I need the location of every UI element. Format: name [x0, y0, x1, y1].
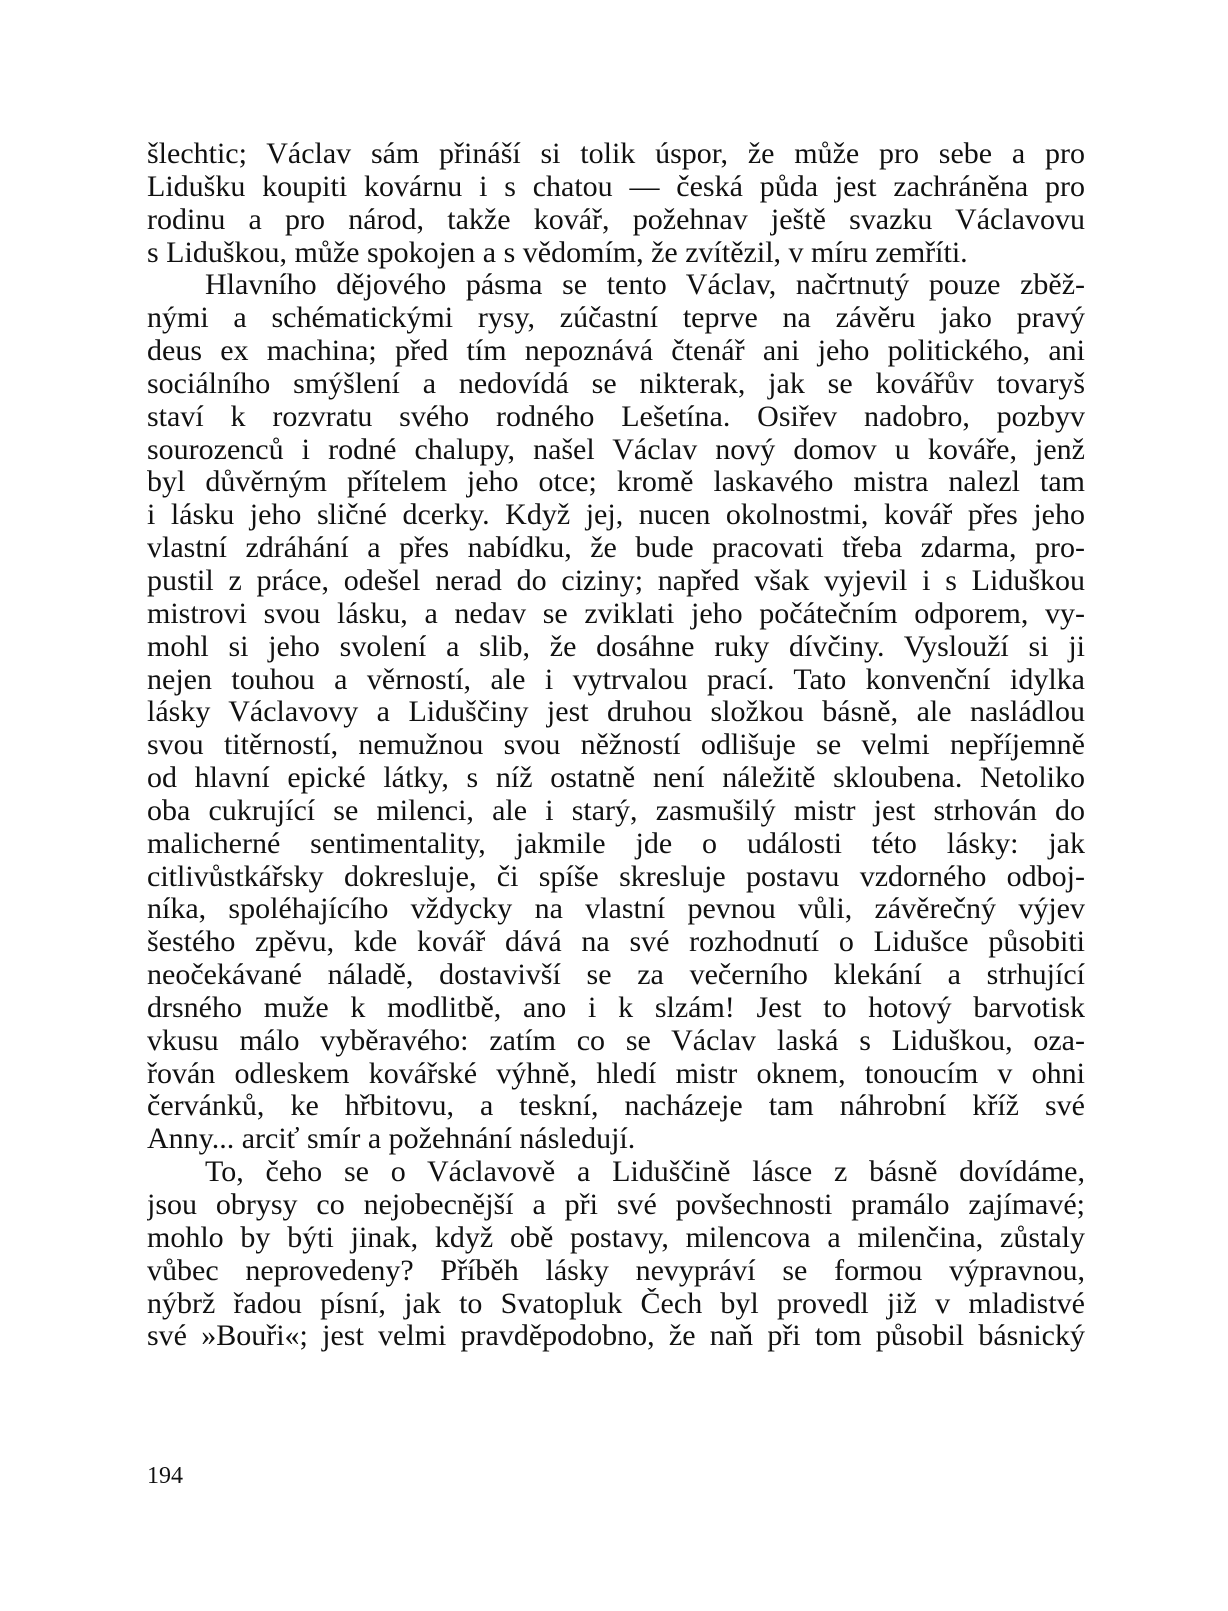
text-line: Anny... arciť smír a požehnání následují.	[147, 1123, 636, 1156]
text-line: vkusu málo vyběravého: zatím co se Václav laská s Liduškou, oza-	[147, 1024, 1085, 1057]
text-line: deus ex machina; před tím nepoznává čtenář ani jeho politického, ani	[147, 335, 1085, 368]
text-line: byl důvěrným přítelem jeho otce; kromě laskavého mistra nalezl tam	[147, 466, 1085, 499]
text-line: rodinu a pro národ, takže kovář, požehnav ještě svazku Václavovu	[147, 203, 1085, 236]
paragraph	[147, 269, 1085, 1156]
text-line: mohlo by býti jinak, když obě postavy, milencova a milenčina, zůstaly	[147, 1221, 1085, 1254]
text-line: malicherné sentimentality, jakmile jde o události této lásky: jak	[147, 827, 1085, 860]
paragraph	[147, 1156, 1085, 1353]
text-line: citlivůstkářsky dokresluje, či spíše skresluje postavu vzdorného odboj-	[147, 860, 1085, 893]
text-line: červánků, ke hřbitovu, a teskní, nacházeje tam náhrobní kříž své	[147, 1090, 1085, 1123]
text-line: mohl si jeho svolení a slib, že dosáhne ruky dívčiny. Vyslouží si ji	[147, 630, 1085, 663]
text-line: Hlavního dějového pásma se tento Václav, načrtnutý pouze zběž-	[205, 269, 1085, 302]
text-line: nejen touhou a věrností, ale i vytrvalou prací. Tato konvenční idylka	[147, 663, 1085, 696]
text-line: pustil z práce, odešel nerad do ciziny; napřed však vyjevil i s Liduškou	[147, 564, 1085, 597]
text-line: i lásku jeho sličné dcerky. Když jej, nucen okolnostmi, kovář přes jeho	[147, 499, 1085, 532]
text-line: sociálního smýšlení a nedovídá se nikterak, jak se kovářův tovaryš	[147, 367, 1085, 400]
text-line: staví k rozvratu svého rodného Lešetína. Osiřev nadobro, pozbyv	[147, 400, 1085, 433]
paragraph	[147, 138, 1085, 269]
text-line: Lidušku koupiti kovárnu i s chatou — česká půda jest zachráněna pro	[147, 170, 1085, 203]
text-line: sourozenců i rodné chalupy, našel Václav nový domov u kováře, jenž	[147, 433, 1085, 466]
text-line: oba cukrující se milenci, ale i starý, zasmušilý mistr jest strhován do	[147, 794, 1085, 827]
text-line: jsou obrysy co nejobecnější a při své povšechnosti pramálo zajímavé;	[147, 1189, 1085, 1221]
text-line: od hlavní epické látky, s níž ostatně není náležitě skloubena. Netoliko	[147, 762, 1085, 795]
text-line: vlastní zdráhání a přes nabídku, že bude pracovati třeba zdarma, pro-	[147, 532, 1085, 565]
body-text	[147, 138, 1085, 1353]
text-line: mistrovi svou lásku, a nedav se zviklati jeho počátečním odporem, vy-	[147, 597, 1085, 630]
text-line: drsného muže k modlitbě, ano i k slzám! Jest to hotový barvotisk	[147, 991, 1085, 1024]
text-line: šlechtic; Václav sám přináší si tolik úspor, že může pro sebe a pro	[147, 138, 1085, 170]
text-line: s Liduškou, může spokojen a s vědomím, že zvítězil, v míru zemříti.	[147, 236, 968, 269]
text-line: vůbec neprovedeny? Příběh lásky nevypráví se formou výpravnou,	[147, 1254, 1085, 1287]
text-line: nými a schématickými rysy, zúčastní teprve na závěru jako pravý	[147, 302, 1085, 335]
text-line: šestého zpěvu, kde kovář dává na své rozhodnutí o Lidušce působiti	[147, 926, 1085, 959]
text-line: svou titěrností, nemužnou svou něžností odlišuje se velmi nepříjemně	[147, 729, 1085, 762]
text-line: své »Bouři«; jest velmi pravděpodobno, že naň při tom působil básnický	[147, 1320, 1085, 1353]
page-number: 194	[147, 1463, 183, 1489]
text-line: neočekávané náladě, dostavivší se za večerního klekání a strhující	[147, 959, 1085, 992]
text-line: níka, spoléhajícího vždycky na vlastní pevnou vůli, závěrečný výjev	[147, 893, 1085, 926]
text-line: řován odleskem kovářské výhně, hledí mistr oknem, tonoucím v ohni	[147, 1057, 1085, 1090]
text-line: lásky Václavovy a Liduščiny jest druhou složkou básně, ale nasládlou	[147, 696, 1085, 729]
text-line: To, čeho se o Václavově a Liduščině lásce z básně dovídáme,	[205, 1156, 1085, 1189]
text-line: nýbrž řadou písní, jak to Svatopluk Čech byl provedl již v mladistvé	[147, 1287, 1085, 1320]
